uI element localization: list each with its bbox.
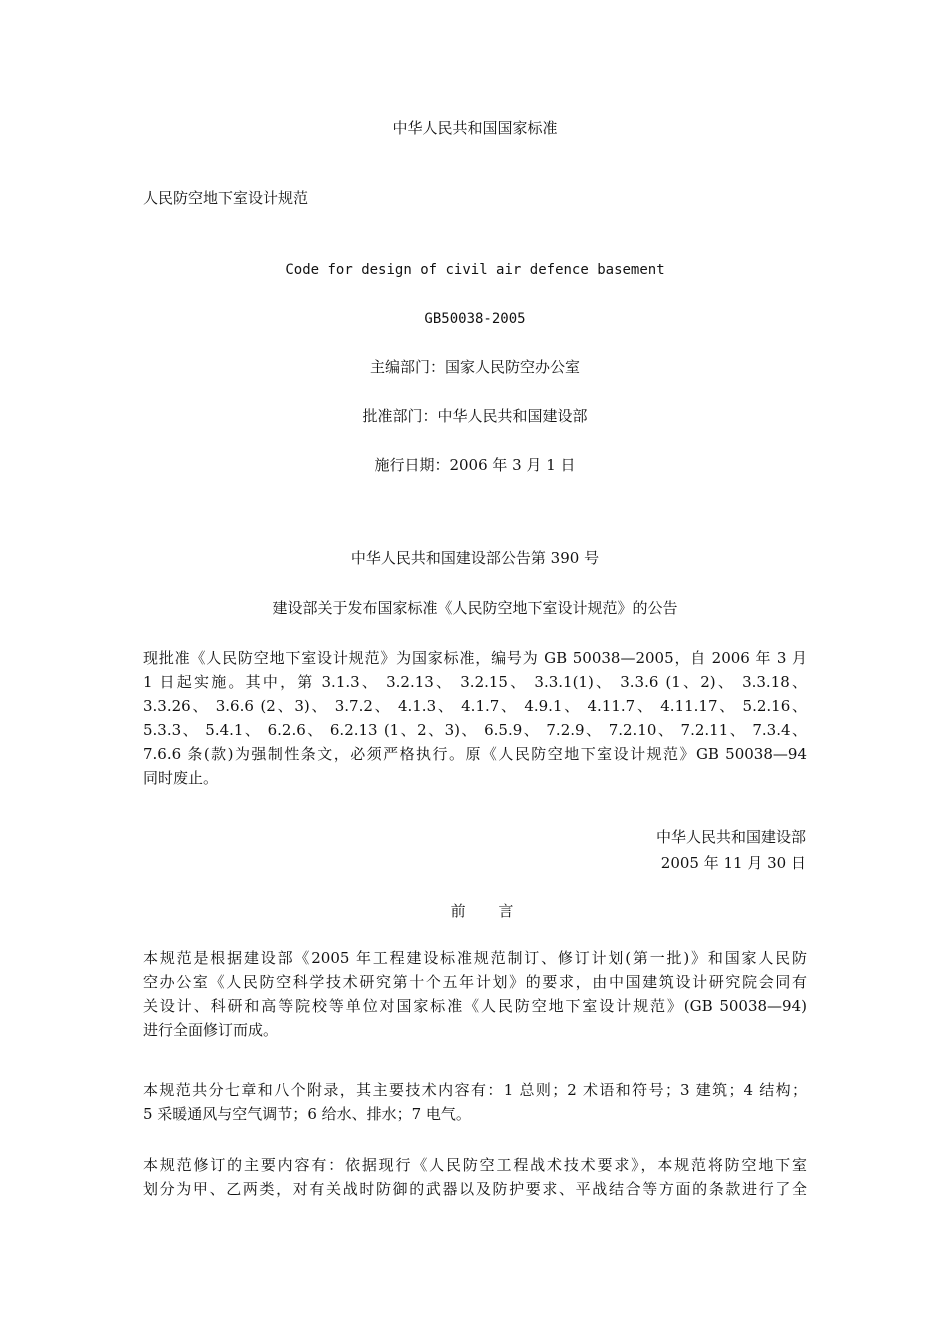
announcement-line: 3.3.26、 3.6.6 (2、3)、 3.7.2、 4.1.3、 4.1.7、 4.9.1、 4.11.7、 4.11.17、 5.2.16、 (143, 697, 807, 715)
announcement-line: 5.3.3、 5.4.1、 6.2.6、 6.2.13 (1、2、3)、 6.5.9、 7.2.9、 7.2.10、 7.2.11、 7.3.4、 (143, 721, 807, 739)
announcement-number: 中华人民共和国建设部公告第 390 号 (350, 549, 600, 567)
announcement-body (143, 646, 807, 790)
paragraph-line: 划分为甲、乙两类，对有关战时防御的武器以及防护要求、平战结合等方面的条款进行了全 (143, 1180, 807, 1198)
title-en: Code for design of civil air defence basement (285, 262, 665, 278)
foreword-paragraph-3 (143, 1153, 807, 1201)
signature-org: 中华人民共和国建设部 (655, 828, 806, 846)
standard-code: GB50038-2005 (424, 311, 526, 327)
paragraph-line: 5 采暖通风与空气调节；6 给水、排水；7 电气。 (143, 1105, 471, 1123)
announcement-line: 1 日起实施。其中，第 3.1.3、 3.2.13、 3.2.15、 3.3.1(1)、 3.3.6 (1、2)、 3.3.18、 (143, 673, 807, 691)
paragraph-line: 空办公室《人民防空科学技术研究第十个五年计划》的要求，由中国建筑设计研究院会同有 (143, 973, 807, 991)
foreword-paragraph-2 (143, 1078, 807, 1126)
paragraph-line: 本规范是根据建设部《2005 年工程建设标准规范制订、修订计划(第一批)》和国家人民防 (143, 949, 807, 967)
approval-dept: 批准部门：中华人民共和国建设部 (362, 407, 588, 425)
effective-date: 施行日期：2006 年 3 月 1 日 (374, 456, 576, 474)
foreword-paragraph-1 (143, 946, 807, 1042)
paragraph-line: 关设计、科研和高等院校等单位对国家标准《人民防空地下室设计规范》(GB 50038—94) (143, 997, 807, 1015)
announcement-line: 7.6.6 条(款)为强制性条文，必须严格执行。原《人民防空地下室设计规范》GB 50038—94 (143, 745, 807, 763)
foreword-heading: 前 言 (450, 902, 528, 920)
paragraph-line: 进行全面修订而成。 (143, 1021, 279, 1039)
signature-date: 2005 年 11 月 30 日 (660, 854, 806, 872)
announcement-title: 建设部关于发布国家标准《人民防空地下室设计规范》的公告 (272, 599, 678, 617)
editor-dept: 主编部门：国家人民防空办公室 (369, 358, 580, 376)
title-cn: 人民防空地下室设计规范 (143, 189, 309, 207)
paragraph-line: 本规范修订的主要内容有：依据现行《人民防空工程战术技术要求》，本规范将防空地下室 (143, 1156, 807, 1174)
announcement-line: 同时废止。 (143, 769, 219, 787)
paragraph-line: 本规范共分七章和八个附录，其主要技术内容有：1 总则；2 术语和符号；3 建筑；4 结构； (143, 1081, 807, 1099)
standard-type: 中华人民共和国国家标准 (392, 119, 558, 137)
announcement-line: 现批准《人民防空地下室设计规范》为国家标准，编号为 GB 50038—2005，自 2006 年 3 月 (143, 649, 807, 667)
